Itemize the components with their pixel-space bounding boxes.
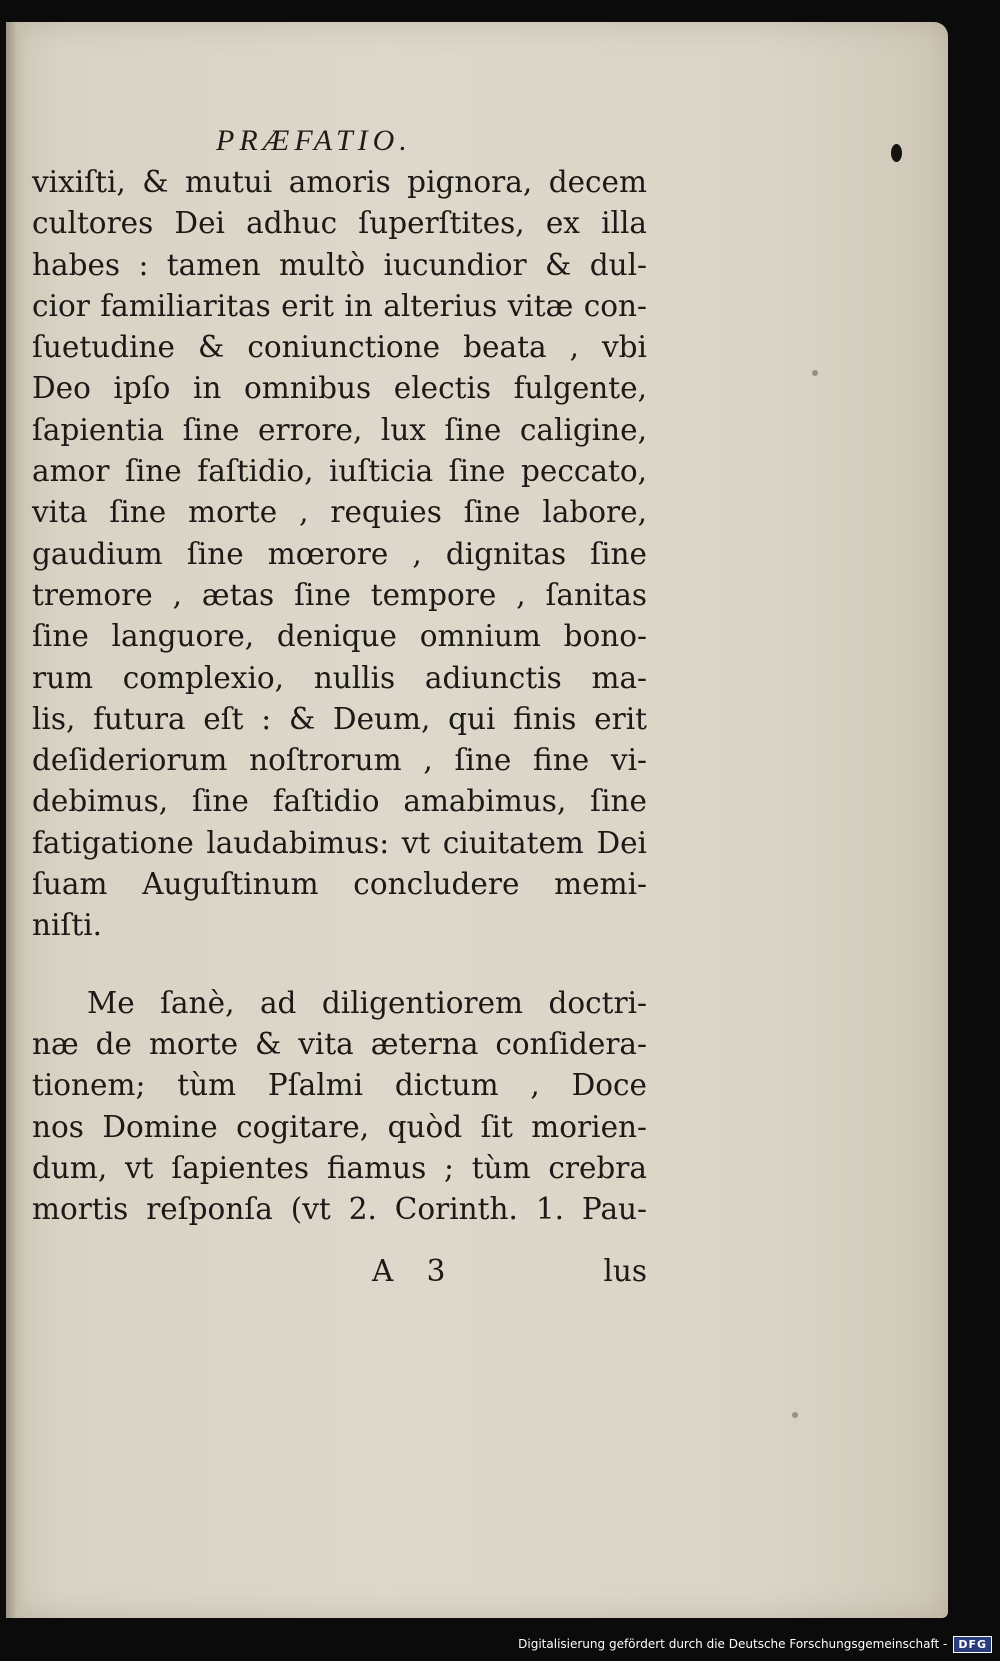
text-line: lis, futura eſt : & Deum, qui finis erit (32, 701, 647, 736)
text-line: vita ſine morte , requies ſine labore, (32, 495, 647, 530)
page-gutter-shadow (6, 22, 24, 1618)
digitization-footer (518, 1633, 992, 1655)
text-line: niſti. (32, 908, 103, 943)
body-text (32, 162, 647, 1230)
text-line: næ de morte & vita æterna conſidera- (32, 1026, 647, 1061)
text-line: mortis reſponſa (vt 2. Corinth. 1. Pau- (32, 1192, 647, 1227)
funding-credit: Digitalisierung gefördert durch die Deutsche Forschungsgemeinschaft - (518, 1637, 948, 1651)
text-line: ſine languore, denique omnium bono- (32, 619, 647, 654)
text-line: ſuam Auguſtinum concludere memi- (32, 867, 647, 902)
text-line: fatigatione laudabimus: vt ciuitatem Dei (32, 825, 647, 860)
paper-speck (812, 370, 818, 376)
book-page (6, 22, 948, 1618)
text-line: nos Domine cogitare, quòd ſit morien- (32, 1109, 647, 1144)
text-line: habes : tamen multò iucundior & dul- (32, 247, 647, 282)
text-line: gaudium ſine mœrore , dignitas ſine (32, 536, 647, 571)
text-line: cultores Dei adhuc ſuperſtites, ex illa (32, 206, 647, 241)
text-line: debimus, ſine faſtidio amabimus, ſine (32, 784, 647, 819)
signature-row (32, 1254, 647, 1298)
text-line: ſapientia ſine errore, lux ſine caligine, (32, 412, 647, 447)
text-line: dum, vt ſapientes fiamus ; tùm crebra (32, 1150, 647, 1185)
text-line: vixiſti, & mutui amoris pignora, decem (32, 165, 647, 199)
running-head: PRÆFATIO. (216, 124, 412, 157)
signature-mark: A 3 (372, 1254, 458, 1288)
text-line: cior familiaritas erit in alterius vitæ con- (32, 288, 647, 323)
text-line: ſuetudine & coniunctione beata , vbi (32, 330, 647, 365)
ink-blot (891, 144, 902, 162)
text-line: rum complexio, nullis adiunctis ma- (32, 660, 647, 695)
text-line: Me ſanè, ad diligentiorem doctri- (87, 985, 647, 1020)
paragraph-gap (32, 947, 647, 983)
dfg-logo-icon: DFG (953, 1636, 992, 1653)
catchword: lus (603, 1254, 647, 1288)
text-line: Deo ipſo in omnibus electis fulgente, (32, 371, 647, 406)
paragraph-1 (32, 162, 647, 947)
text-line: tremore , ætas ſine tempore , ſanitas (32, 577, 647, 612)
text-line: amor ſine faſtidio, iuſticia ſine peccato, (32, 454, 647, 489)
paper-speck (792, 1412, 798, 1418)
text-line: tionem; tùm Pſalmi dictum , Doce (32, 1068, 647, 1103)
paragraph-2 (32, 983, 647, 1231)
text-line: deſideriorum noſtrorum , ſine fine vi- (32, 743, 647, 778)
